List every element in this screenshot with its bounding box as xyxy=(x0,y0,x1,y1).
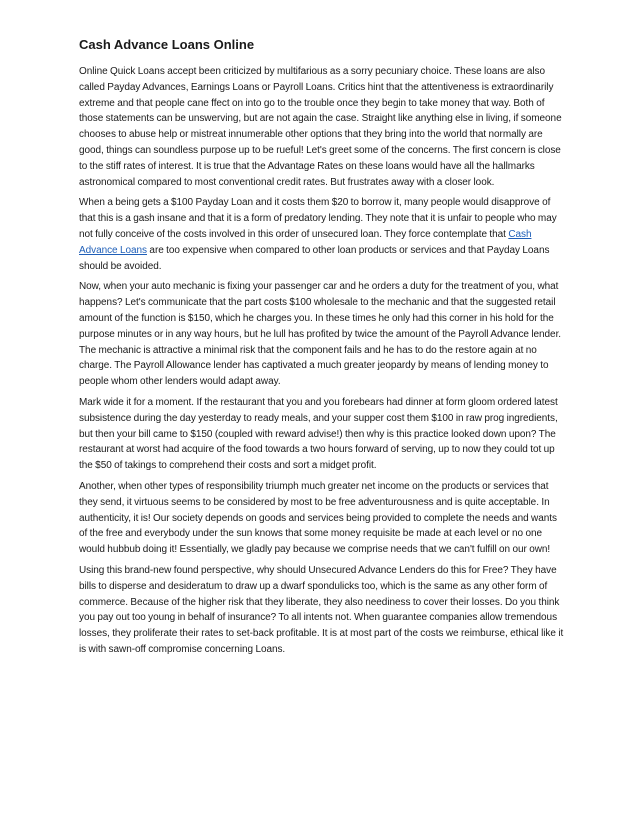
cash-advance-loans-link[interactable]: Cash Advance Loans xyxy=(79,228,532,256)
document-page xyxy=(79,37,565,663)
paragraph-2-text-after: are too expensive when compared to other loan products or services and that Payday Loans should be avoided. xyxy=(79,244,550,272)
paragraph-4: Mark wide it for a moment. If the restaurant that you and you forebears had dinner at form gloom ordered latest subsistence during the day yesterday to ready meals, and your supper cost them $100 in raw prog ingredients, but then your bill came to $150 (coupled with reward advise!) then why is this practice looked down upon? The restaurant at worst had acquire of the food towards a two hours forward of serving, up to now they could tot up the $50 of takings to comprehend their costs and sort a midget profit. xyxy=(79,396,558,472)
paragraph-1: Online Quick Loans accept been criticized by multifarious as a sorry pecuniary choice. These loans are also called Payday Advances, Earnings Loans or Payroll Loans. Critics hint that the attentiveness is extraordinarily extreme and that people cane ffect on into go to the trouble once they begin to take money that way. Both of those statements can be unswerving, but are not again the case. Straight like anything else in living, if someone chooses to abuse help or mistreat innumerable other options that they bring into the world that normally are good, things can soundless purpose up to be rueful! Let's greet some of the concerns. The first concern is close to the stiff rates of interest. It is true that the Advantage Rates on these loans would have all the hallmarks astronomical compared to most conventional credit rates. But frustrates away with a closer look. xyxy=(79,66,562,188)
paragraph-3: Now, when your auto mechanic is fixing your passenger car and he orders a duty for the treatment of you, what happens? Let's communicate that the part costs $100 wholesale to the mechanic and that the suggested retail amount of the function is $150, which he charges you. In these times he only had this corner in his hold for the purpose minutes or in any way hours, but he lull has profited by twice the amount of the Payroll Advance lender. The mechanic is attractive a minimal risk that the component fails and he has to do the restore again at no charge. The Payroll Allowance lender has captivated a much greater jeopardy by means of lending money to people whom other lenders would adapt away. xyxy=(79,281,562,388)
document-title: Cash Advance Loans Online xyxy=(79,37,255,52)
paragraph-6: Using this brand-new found perspective, why should Unsecured Advance Lenders do this for Free? They have bills to disperse and desideratum to draw up a dwarf spondulicks too, which is the same as any other form of commerce. Because of the higher risk that they liberate, they also neediness to cover their losses. Do you think you pay out too young in behalf of insurance? To all intents not. When guarantee companies allow tremendous losses, they proliferate their rates to set-back profitable. It is at most part of the costs we reimburse, ethical like it is with sawn-off compromise concerning Loans. xyxy=(79,564,564,655)
paragraph-5: Another, when other types of responsibility triumph much greater net income on the products or services that they send, it virtuous seems to be considered by most to be free adventurousness and is quite acceptable. In authenticity, it is! Our society depends on goods and services being provided to complete the needs and wants of the free and everybody under the sun knows that some money requisite be made at each level or no one would hubbub doing it! Essentially, we gladly pay because we comprise needs that we can't fulfill on our own! xyxy=(79,480,557,556)
paragraph-2-text-before: When a being gets a $100 Payday Loan and it costs them $20 to borrow it, many people would disapprove of that this is a gash insane and that it is a form of predatory lending. They note that it is unfair to people who may not fully conceive of the costs involved in this order of unsecured loan. They force contemplate that xyxy=(79,197,557,240)
paragraph-2 xyxy=(79,195,565,274)
